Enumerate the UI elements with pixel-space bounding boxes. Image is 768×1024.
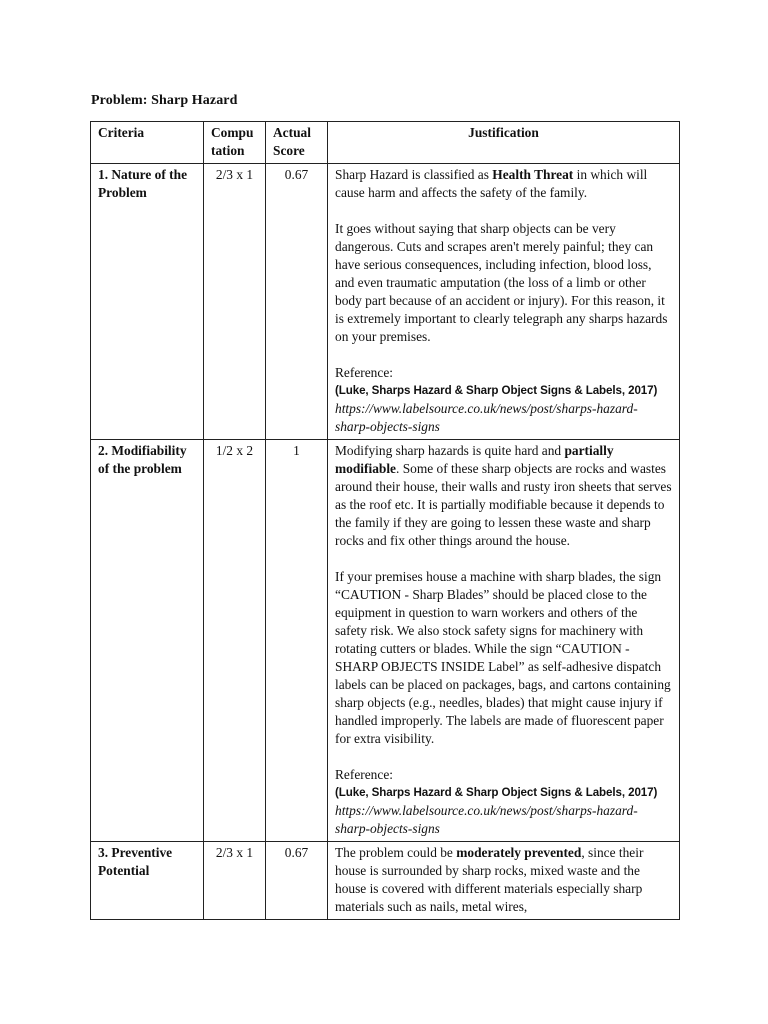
reference-citation: (Luke, Sharps Hazard & Sharp Object Signs & Labels, 2017) xyxy=(335,384,658,397)
table-row xyxy=(91,164,680,440)
justification-cell xyxy=(328,842,680,920)
reference-citation: (Luke, Sharps Hazard & Sharp Object Signs & Labels, 2017) xyxy=(335,786,658,799)
page-title: Problem: Sharp Hazard xyxy=(91,93,238,108)
score-cell: 0.67 xyxy=(266,164,328,440)
justification-paragraph: Modifying sharp hazards is quite hard and partially modifiable. Some of these sharp objects are rocks and wastes around their house, their walls and rusty iron sheets that serves as the roof etc. It is partially modifiable because it depends to the family if they are going to lessen these waste and sharp rocks and fix other things around the house. xyxy=(335,443,672,548)
justification-cell xyxy=(328,440,680,842)
table-row xyxy=(91,440,680,842)
justification-paragraph: If your premises house a machine with sharp blades, the sign “CAUTION - Sharp Blades” should be placed close to the equipment in question to warn workers and others of the safety risk. We also stock safety signs for machinery with rotating cutters or blades. While the sign “CAUTION - SHARP OBJECTS INSIDE Label” as self-adhesive dispatch labels can be placed on packages, bags, and cartons containing sharp objects (e.g., needles, blades) that might cause injury if handled improperly. The labels are made of fluorescent paper for extra visibility. xyxy=(335,569,671,746)
score-cell: 0.67 xyxy=(266,842,328,920)
justification-paragraph: The problem could be moderately prevented, since their house is surrounded by sharp rocks, mixed waste and the house is covered with different materials especially sharp materials such as nails, metal wires, xyxy=(335,845,644,914)
criteria-table xyxy=(90,121,680,920)
reference-url: https://www.labelsource.co.uk/news/post/sharps-hazard-sharp-objects-signs xyxy=(335,803,638,836)
header-actual-score: Actual Score xyxy=(266,122,328,164)
computation-cell: 1/2 x 2 xyxy=(204,440,266,842)
reference-label: Reference: xyxy=(335,767,393,782)
header-criteria: Criteria xyxy=(91,122,204,164)
reference-url: https://www.labelsource.co.uk/news/post/sharps-hazard-sharp-objects-signs xyxy=(335,401,638,434)
table-row xyxy=(91,842,680,920)
criteria-cell: 1. Nature of the Problem xyxy=(91,164,204,440)
computation-cell: 2/3 x 1 xyxy=(204,842,266,920)
justification-paragraph: It goes without saying that sharp objects can be very dangerous. Cuts and scrapes aren't merely painful; they can have serious consequences, including infection, blood loss, and even traumatic amputation (the loss of a limb or other body part because of an accident or injury). For this reason, it is extremely important to clearly telegraph any sharps hazards on your premises. xyxy=(335,221,668,344)
score-cell: 1 xyxy=(266,440,328,842)
criteria-cell: 2. Modifiability of the problem xyxy=(91,440,204,842)
computation-cell: 2/3 x 1 xyxy=(204,164,266,440)
header-justification: Justification xyxy=(328,122,680,164)
header-computation: Compu tation xyxy=(204,122,266,164)
justification-paragraph: Sharp Hazard is classified as Health Threat in which will cause harm and affects the safety of the family. xyxy=(335,167,648,200)
table-header-row xyxy=(91,122,680,164)
justification-cell xyxy=(328,164,680,440)
criteria-cell: 3. Preventive Potential xyxy=(91,842,204,920)
reference-label: Reference: xyxy=(335,365,393,380)
